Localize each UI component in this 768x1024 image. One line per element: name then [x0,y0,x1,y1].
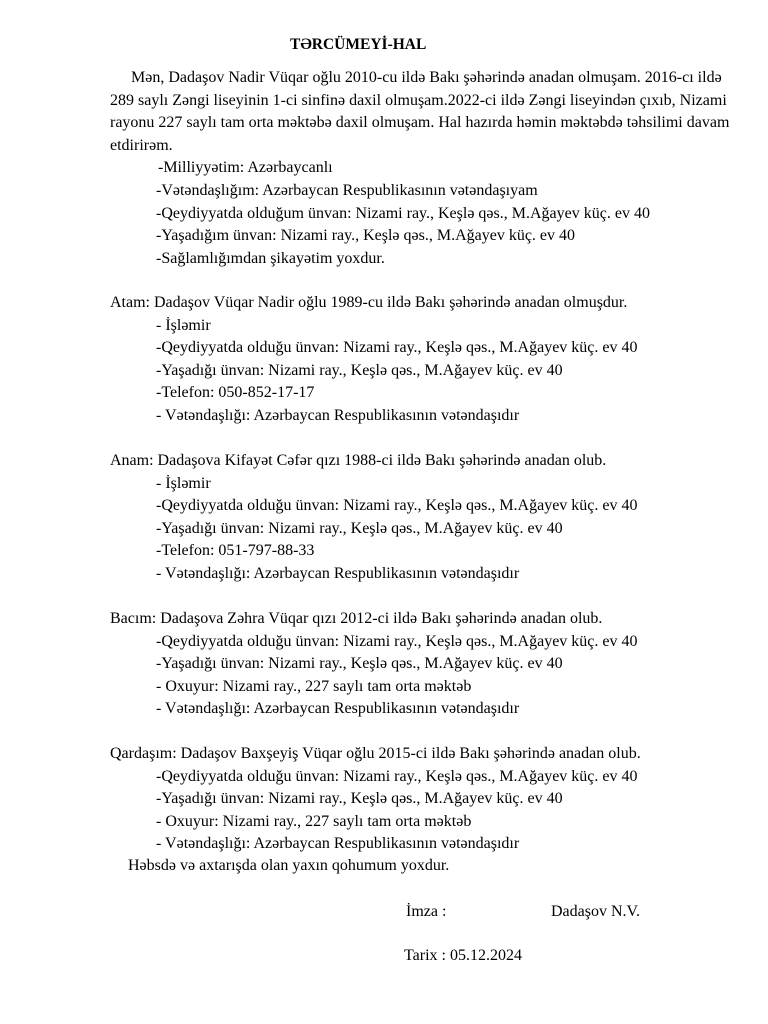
mother-heading: Anam: Dadaşova Kifayət Cəfər qızı 1988-ci ildə Bakı şəhərində anadan olub. [110,452,607,469]
mother-item-citizenship: - Vətəndaşlığı: Azərbaycan Respublikasının vətəndaşıdır [156,564,520,582]
intro-section [110,67,735,270]
father-item-phone: -Telefon: 050-852-17-17 [156,384,315,402]
sister-section [110,608,638,721]
signature-label: İmza : [406,903,447,920]
intro-item-living-address: -Yaşadığım ünvan: Nizami ray., Keşlə qəs., M.Ağayev küç. ev 40 [156,227,576,245]
sister-item-registered-address: -Qeydiyyatda olduğu ünvan: Nizami ray., Keşlə qəs., M.Ağayev küç. ev 40 [156,632,638,650]
sister-heading: Bacım: Dadaşova Zəhra Vüqar qızı 2012-ci ildə Bakı şəhərində anadan olub. [110,610,603,627]
mother-item-registered-address: -Qeydiyyatda olduğu ünvan: Nizami ray., Keşlə qəs., M.Ağayev küç. ev 40 [156,497,638,515]
intro-item-citizenship: -Vətəndaşlığım: Azərbaycan Respublikasının vətəndaşıyam [156,181,538,199]
document-title: TƏRCÜMEYİ-HAL [290,36,427,53]
father-item-registered-address: -Qeydiyyatda olduğu ünvan: Nizami ray., Keşlə qəs., M.Ağayev küç. ev 40 [156,339,638,357]
brother-heading: Qardaşım: Dadaşov Baxşeyiş Vüqar oğlu 2015-ci ildə Bakı şəhərində anadan olub. [110,745,641,762]
brother-section [110,743,641,856]
intro-item-health: -Sağlamlığımdan şikayətim yoxdur. [156,249,385,267]
father-item-work: - İşləmir [156,316,211,334]
signature-name: Dadaşov N.V. [551,903,641,920]
sister-item-citizenship: - Vətəndaşlığı: Azərbaycan Respublikasının vətəndaşıdır [156,700,520,718]
mother-section [110,450,638,586]
sister-item-living-address: -Yaşadığı ünvan: Nizami ray., Keşlə qəs., M.Ağayev küç. ev 40 [156,655,563,673]
father-heading: Atam: Dadaşov Vüqar Nadir oğlu 1989-cu ildə Bakı şəhərində anadan olmuşdur. [110,294,628,311]
brother-item-school: - Oxuyur: Nizami ray., 227 saylı tam orta məktəb [156,812,472,830]
father-section [110,292,638,428]
father-item-living-address: -Yaşadığı ünvan: Nizami ray., Keşlə qəs., M.Ağayev küç. ev 40 [156,361,563,379]
intro-item-nationality: -Milliyyətim: Azərbaycanlı [158,159,333,177]
mother-item-work: - İşləmir [156,474,211,492]
document-date: Tarix : 05.12.2024 [404,947,522,964]
mother-item-living-address: -Yaşadığı ünvan: Nizami ray., Keşlə qəs., M.Ağayev küç. ev 40 [156,519,563,537]
intro-item-registered-address: -Qeydiyyatda olduğum ünvan: Nizami ray., Keşlə qəs., M.Ağayev küç. ev 40 [156,204,650,222]
father-item-citizenship: - Vətəndaşlığı: Azərbaycan Respublikasının vətəndaşıdır [156,406,520,424]
intro-paragraph: Mən, Dadaşov Nadir Vüqar oğlu 2010-cu ildə Bakı şəhərində anadan olmuşam. 2016-cı ildə 289 saylı Zəngi liseyinin 1-ci sinfinə daxil olmuşam.2022-ci ildə Zəngi liseyindən çıxıb, Nizami rayonu 227 saylı tam orta məktəbə daxil olmuşam. Hal hazırda həmin məktəbdə təhsilimi davam etdirirəm. [110,69,730,154]
sister-item-school: - Oxuyur: Nizami ray., 227 saylı tam orta məktəb [156,677,472,695]
mother-item-phone: -Telefon: 051-797-88-33 [156,542,315,560]
brother-item-registered-address: -Qeydiyyatda olduğu ünvan: Nizami ray., Keşlə qəs., M.Ağayev küç. ev 40 [156,767,638,785]
brother-item-living-address: -Yaşadığı ünvan: Nizami ray., Keşlə qəs., M.Ağayev küç. ev 40 [156,790,563,808]
closing-statement: Həbsdə və axtarışda olan yaxın qohumum yoxdur. [128,857,450,874]
brother-item-citizenship: - Vətəndaşlığı: Azərbaycan Respublikasının vətəndaşıdır [156,835,520,853]
